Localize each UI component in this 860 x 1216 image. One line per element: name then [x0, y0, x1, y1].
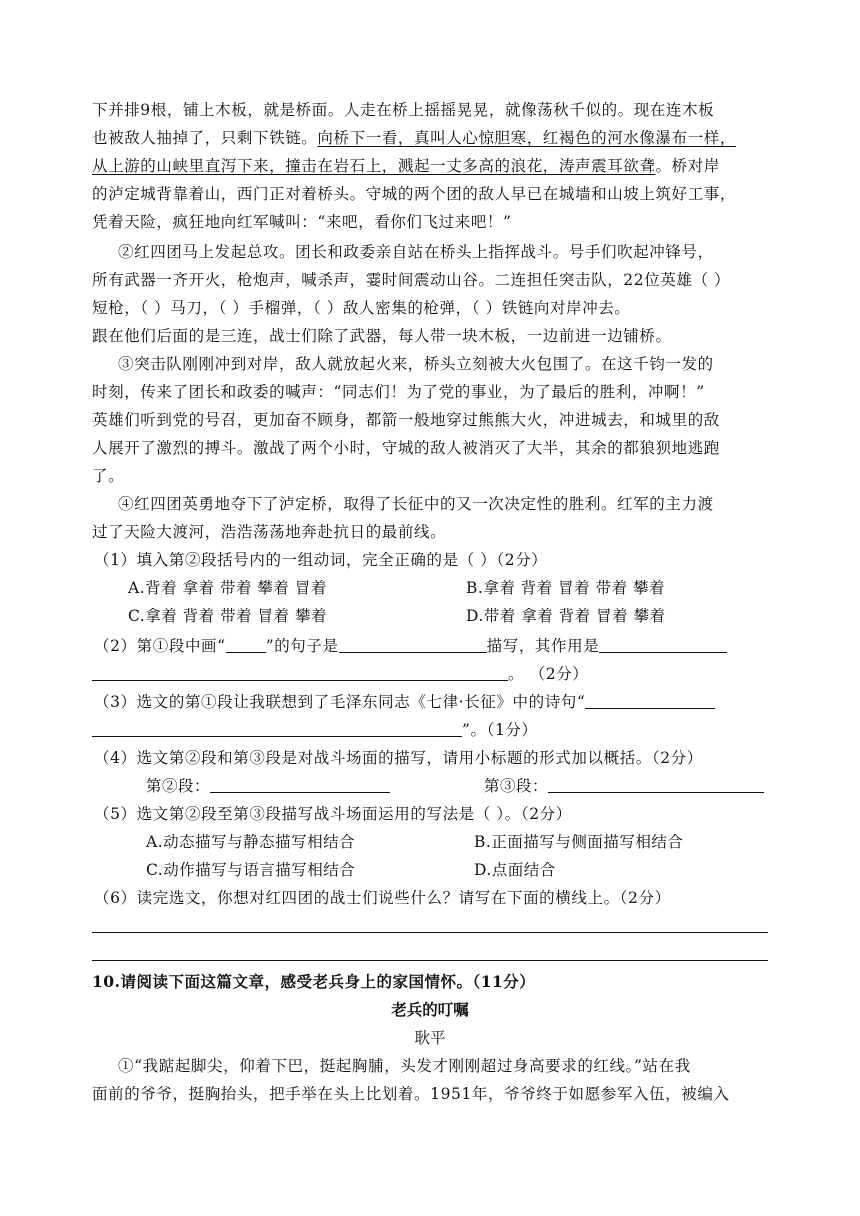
question-3-continued: [92, 716, 768, 744]
option-d: D.点面结合: [474, 861, 556, 879]
question-text: （2）第①段中画“: [94, 637, 226, 655]
paragraph-2: ②红四团马上发起总攻。团长和政委亲自站在桥头上指挥战斗。号手们吹起冲锋号，: [118, 243, 714, 261]
answer-blank[interactable]: [339, 636, 487, 653]
paragraph-3: ③突击队刚刚冲到对岸，敌人就放起火来，桥头立刻被大火包围了。在这千钧一发的: [118, 355, 714, 373]
answer-blank[interactable]: [585, 692, 715, 709]
passage-line: 的泸定城背靠着山，西门正对着桥头。守城的两个团的敌人早已在城墙和山坡上筑好工事，: [92, 185, 737, 203]
question-text: 。 （2分）: [508, 665, 589, 683]
underlined-sentence: 向桥下一看，真叫人心惊胆寒，红褐色的河水像瀑布一样，: [317, 129, 737, 147]
question-2-continued: [92, 660, 768, 688]
question-text: ”的句子是: [265, 637, 339, 655]
article-author: 耿平: [414, 1029, 446, 1047]
article-paragraph-1: ①“我踮起脚尖，仰着下巴，挺起胸脯，头发才刚刚超过身高要求的红线。”站在我: [118, 1057, 691, 1075]
passage-line: 过了天险大渡河，浩浩荡荡地奔赴抗日的最前线。: [92, 523, 447, 541]
passage-text: 。桥对岸: [655, 157, 720, 175]
answer-blank[interactable]: [210, 776, 390, 793]
passage-text: 也被敌人抽掉了，只剩下铁链。: [92, 129, 318, 147]
article-title: 老兵的叮嘱: [391, 1000, 469, 1019]
answer-blank[interactable]: [226, 636, 266, 653]
question-2: [94, 632, 770, 660]
passage-line: 了。: [92, 467, 125, 485]
q4-para3-label: [484, 772, 764, 800]
paragraph-4: ④红四团英勇地夺下了泸定桥，取得了长征中的又一次决定性的胜利。红军的主力渡: [118, 495, 714, 513]
passage-line: [92, 152, 768, 180]
section-heading: 10.请阅读下面这篇文章，感受老兵身上的家国情怀。（11分）: [92, 972, 536, 991]
option-a: A.动态描写与静态描写相结合: [146, 833, 356, 851]
passage-line: 英雄们听到党的号召，更加奋不顾身，都箭一般地穿过熊熊大火，冲进城去，和城里的敌: [92, 411, 720, 429]
answer-line[interactable]: [92, 960, 768, 961]
q4-para2-label: [146, 772, 390, 800]
option-c: C.拿着 背着 带着 冒着 攀着: [128, 607, 327, 625]
question-6: （6）读完选文，你想对红四团的战士们说些什么？请写在下面的横线上。（2分）: [94, 889, 671, 907]
question-text: ”。（1分）: [462, 721, 538, 739]
passage-line: 所有武器一齐开火，枪炮声，喊杀声，霎时间震动山谷。二连担任突击队，22位英雄（ ）: [92, 271, 731, 289]
question-1: （1）填入第②段括号内的一组动词，完全正确的是（ ）（2分）: [94, 551, 548, 569]
question-text: 第③段：: [484, 777, 549, 795]
passage-line: 跟在他们后面的是三连，战士们除了武器，每人带一块木板，一边前进一边铺桥。: [92, 327, 672, 345]
answer-blank[interactable]: [599, 636, 727, 653]
question-3: [94, 688, 770, 716]
passage-line: 人展开了激烈的搏斗。激战了两个小时，守城的敌人被消灭了大半，其余的都狼狈地逃跑: [92, 439, 720, 457]
answer-blank[interactable]: [548, 776, 764, 793]
answer-line[interactable]: [92, 932, 768, 933]
option-c: C.动作描写与语言描写相结合: [146, 861, 356, 879]
option-b: B.正面描写与侧面描写相结合: [474, 833, 684, 851]
passage-line: 短枪，（ ）马刀，（ ）手榴弹，（ ）敌人密集的枪弹，（ ）铁链向对岸冲去。: [92, 299, 631, 317]
passage-line: 面前的爷爷，挺胸抬头，把手举在头上比划着。1951年，爷爷终于如愿参军入伍，被编入: [92, 1085, 730, 1103]
passage-line: 下并排9根，铺上木板，就是桥面。人走在桥上摇摇晃晃，就像荡秋千似的。现在连木板: [92, 101, 715, 119]
option-d: D.带着 拿着 背着 冒着 攀着: [466, 607, 666, 625]
passage-line: 凭着天险，疯狂地向红军喊叫：“来吧，看你们飞过来吧！”: [92, 213, 512, 231]
passage-line: [92, 124, 768, 152]
question-4: （4）选文第②段和第③段是对战斗场面的描写，请用小标题的形式加以概括。（2分）: [94, 749, 703, 767]
option-b: B.拿着 背着 冒着 带着 攀着: [466, 579, 666, 597]
question-text: （3）选文的第①段让我联想到了毛泽东同志《七律·长征》中的诗句“: [94, 693, 586, 711]
answer-blank[interactable]: [92, 720, 462, 737]
question-text: 描写，其作用是: [486, 637, 600, 655]
option-a: A.背着 拿着 带着 攀着 冒着: [128, 579, 327, 597]
underlined-sentence: 从上游的山峡里直泻下来，撞击在岩石上，溅起一丈多高的浪花，涛声震耳欲聋: [92, 157, 656, 175]
passage-line: 时刻，传来了团长和政委的喊声：“同志们！为了党的事业，为了最后的胜利，冲啊！”: [92, 383, 705, 401]
question-5: （5）选文第②段至第③段描写战斗场面运用的写法是（ ）。（2分）: [94, 805, 572, 823]
question-text: 第②段：: [146, 777, 211, 795]
answer-blank[interactable]: [92, 664, 508, 681]
